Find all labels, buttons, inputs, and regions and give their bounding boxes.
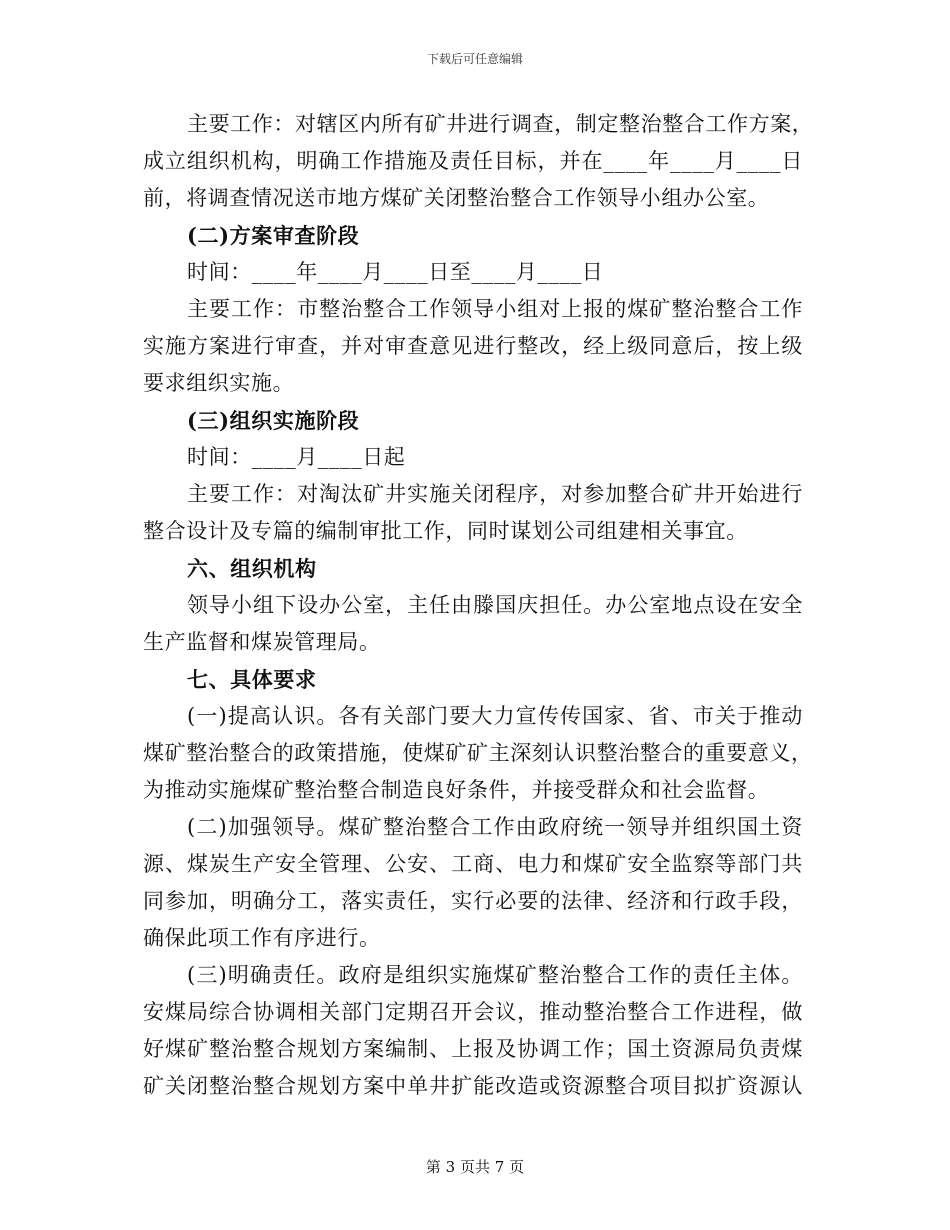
paragraph-line: 源、煤炭生产安全管理、公安、工商、电力和煤矿安全监察等部门共 [143,852,803,876]
paragraph-line: 成立组织机构，明确工作措施及责任目标，并在____年____月____日 [143,149,803,173]
paragraph-line: 前，将调查情况送市地方煤矿关闭整治整合工作领导小组办公室。 [143,186,770,210]
paragraph-line: 煤矿整治整合的政策措施，使煤矿矿主深刻认识整治整合的重要意义， [143,741,813,765]
paragraph-line: 整合设计及专篇的编制审批工作，同时谋划公司组建相关事宜。 [143,519,748,543]
paragraph-line: 矿关闭整治整合规划方案中单井扩能改造或资源整合项目拟扩资源认 [143,1074,803,1098]
paragraph-line: 主要工作：市整治整合工作领导小组对上报的煤矿整治整合工作 [187,297,803,321]
document-body [143,106,814,1105]
paragraph-line: 主要工作：对淘汰矿井实施关闭程序，对参加整合矿井开始进行 [187,482,803,506]
section-heading: (三)组织实施阶段 [187,408,360,433]
paragraph-line: 要求组织实施。 [143,371,295,395]
section-heading: (二)方案审查阶段 [187,223,360,248]
paragraph-line: (三)明确责任。政府是组织实施煤矿整治整合工作的责任主体。 [187,963,803,987]
paragraph-line: 安煤局综合协调相关部门定期召开会议，推动整治整合工作进程，做 [143,1000,803,1024]
section-heading: 六、组织机构 [187,556,317,581]
paragraph-line: 实施方案进行审查，并对审查意见进行整改，经上级同意后，按上级 [143,334,803,358]
paragraph-line: 为推动实施煤矿整治整合制造良好条件，并接受群众和社会监督。 [143,778,770,802]
paragraph-line: 生产监督和煤炭管理局。 [143,630,381,654]
paragraph-line: 确保此项工作有序进行。 [143,926,381,950]
section-heading: 七、具体要求 [187,667,317,692]
paragraph-line: (一)提高认识。各有关部门要大力宣传传国家、省、市关于推动 [187,704,803,728]
paragraph-line: 好煤矿整治整合规划方案编制、上报及协调工作；国土资源局负责煤 [143,1037,803,1061]
page-header: 下载后可任意编辑 [426,52,523,66]
paragraph-line: 同参加，明确分工，落实责任，实行必要的法律、经济和行政手段， [143,889,803,913]
page-footer: 第 3 页共 7 页 [425,1158,525,1176]
paragraph-line: 时间：____年____月____日至____月____日 [187,260,604,284]
paragraph-line: 主要工作：对辖区内所有矿井进行调查，制定整治整合工作方案， [187,112,814,136]
paragraph-line: (二)加强领导。煤矿整治整合工作由政府统一领导并组织国土资 [187,815,803,839]
paragraph-line: 领导小组下设办公室，主任由滕国庆担任。办公室地点设在安全 [187,593,803,617]
paragraph-line: 时间：____月____日起 [187,445,406,469]
